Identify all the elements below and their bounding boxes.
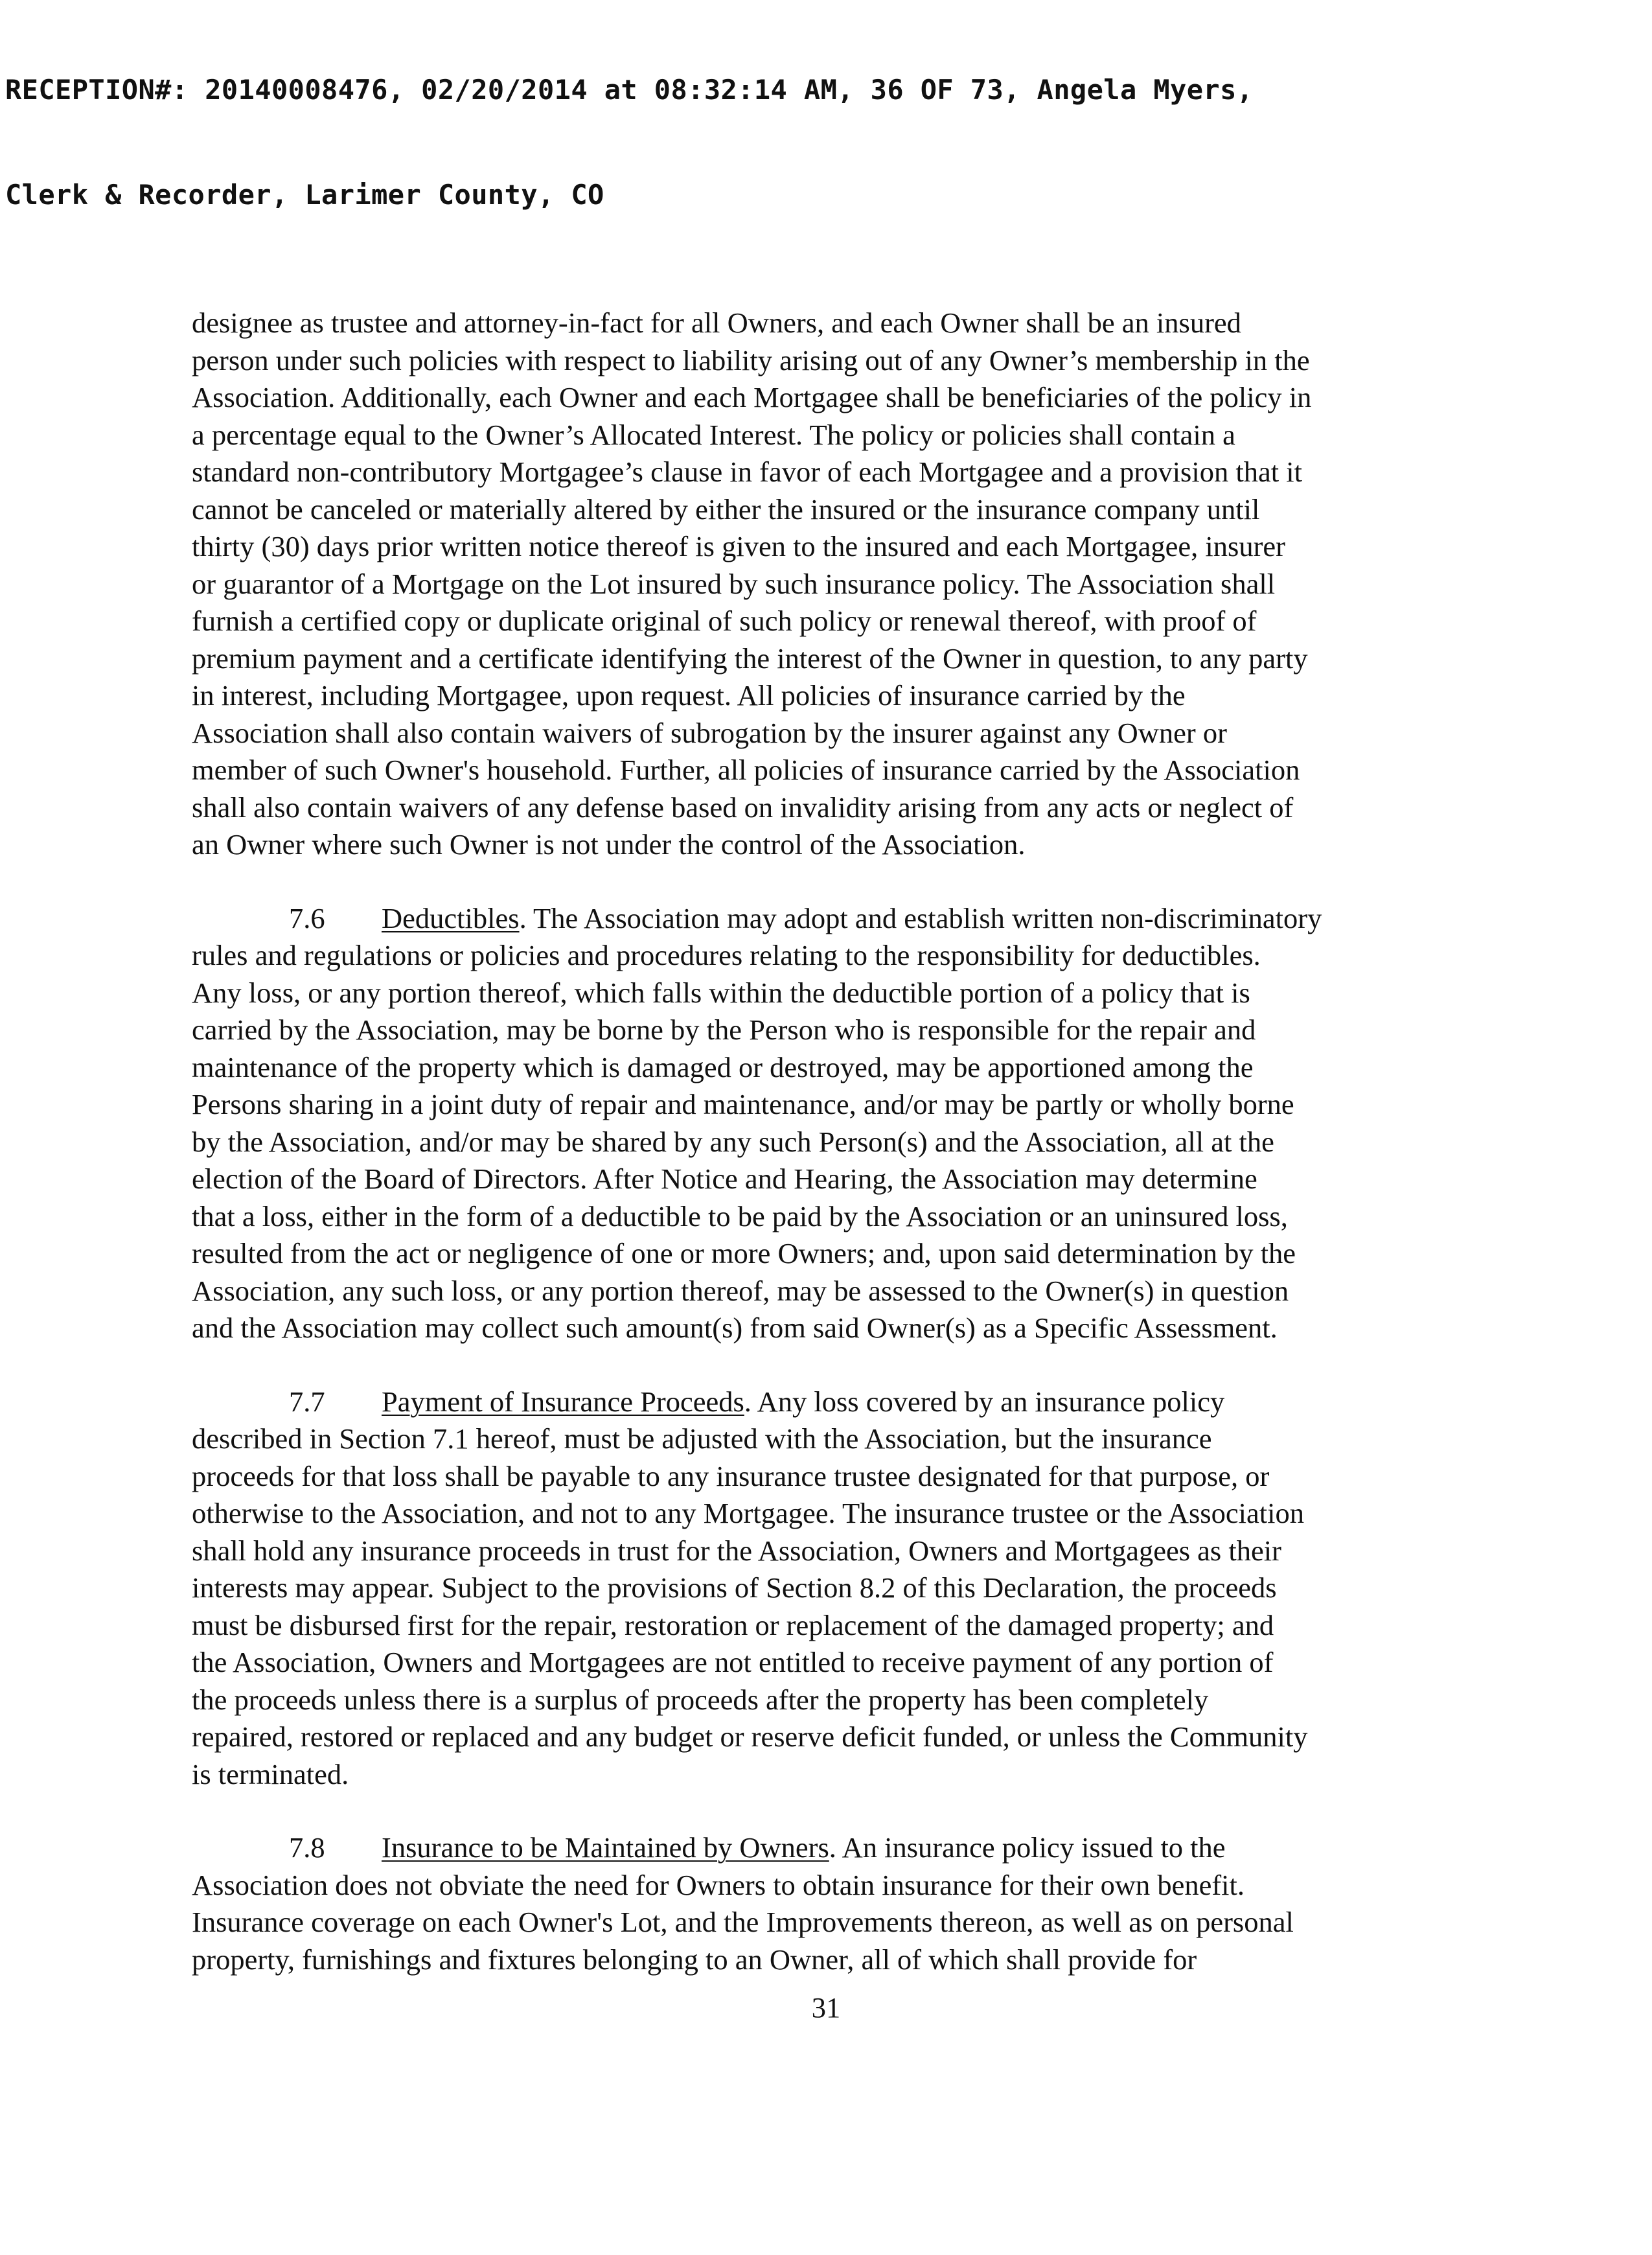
section-heading-line <box>192 1383 1462 1421</box>
text-line: Association does not obviate the need for Owners to obtain insurance for their own benefit. <box>192 1868 1245 1901</box>
text-line: . The Association may adopt and establish written non-discriminatory <box>519 901 1322 934</box>
text-line: an Owner where such Owner is not under the control of the Association. <box>192 828 1026 861</box>
text-line: cannot be canceled or materially altered by either the insured or the insurance company until <box>192 492 1260 526</box>
text-line: and the Association may collect such amount(s) from said Owner(s) as a Specific Assessment. <box>192 1312 1278 1344</box>
recording-stamp-line-2: Clerk & Recorder, Larimer County, CO <box>5 179 604 211</box>
section-7-7 <box>192 1383 1462 1794</box>
recording-stamp <box>5 3 1253 248</box>
text-line: Association. Additionally, each Owner and each Mortgagee shall be beneficiaries of the policy in <box>192 381 1312 413</box>
section-title: Deductibles <box>382 901 520 934</box>
section-heading-line <box>192 1829 1462 1867</box>
section-number: 7.7 <box>289 1385 325 1418</box>
text-line: furnish a certified copy or duplicate original of such policy or renewal thereof, with proof of <box>192 605 1257 637</box>
section-heading-line <box>192 900 1462 938</box>
text-line: standard non-contributory Mortgagee’s clause in favor of each Mortgagee and a provision that it <box>192 456 1302 488</box>
text-line: election of the Board of Directors. After Notice and Hearing, the Association may determine <box>192 1162 1257 1195</box>
text-line: or guarantor of a Mortgage on the Lot insured by such insurance policy. The Association shall <box>192 567 1276 600</box>
paragraph-continuation <box>192 305 1462 864</box>
section-7-6 <box>192 900 1462 1347</box>
recording-stamp-line-1: RECEPTION#: 20140008476, 02/20/2014 at 08:32:14 AM, 36 OF 73, Angela Myers, <box>5 74 1254 106</box>
text-line: maintenance of the property which is damaged or destroyed, may be apportioned among the <box>192 1050 1254 1083</box>
text-line: is terminated. <box>192 1757 349 1790</box>
text-line: otherwise to the Association, and not to any Mortgagee. The insurance trustee or the Association <box>192 1497 1304 1529</box>
text-line: Insurance coverage on each Owner's Lot, and the Improvements thereon, as well as on personal <box>192 1906 1294 1938</box>
section-title: Payment of Insurance Proceeds <box>382 1385 744 1418</box>
text-line: proceeds for that loss shall be payable to any insurance trustee designated for that purpose, or <box>192 1459 1270 1492</box>
text-line: Association shall also contain waivers of subrogation by the insurer against any Owner or <box>192 716 1227 749</box>
section-7-8 <box>192 1829 1462 1978</box>
text-line: person under such policies with respect to liability arising out of any Owner’s membership in the <box>192 343 1310 376</box>
text-line: resulted from the act or negligence of one or more Owners; and, upon said determination by the <box>192 1237 1296 1269</box>
text-line: shall hold any insurance proceeds in trust for the Association, Owners and Mortgagees as their <box>192 1534 1281 1567</box>
document-body <box>192 305 1462 1978</box>
text-line: shall also contain waivers of any defense based on invalidity arising from any acts or neglect of <box>192 791 1294 824</box>
page-number: 31 <box>811 1991 841 2024</box>
text-line: . An insurance policy issued to the <box>829 1831 1226 1864</box>
text-line: interests may appear. Subject to the provisions of Section 8.2 of this Declaration, the proceeds <box>192 1571 1277 1604</box>
text-line: rules and regulations or policies and procedures relating to the responsibility for deductibles. <box>192 939 1261 971</box>
text-line: premium payment and a certificate identifying the interest of the Owner in question, to any party <box>192 642 1308 675</box>
text-line: must be disbursed first for the repair, restoration or replacement of the damaged property; and <box>192 1608 1274 1641</box>
text-line: designee as trustee and attorney-in-fact for all Owners, and each Owner shall be an insured <box>192 306 1241 339</box>
text-line: in interest, including Mortgagee, upon request. All policies of insurance carried by the <box>192 679 1186 711</box>
text-line: carried by the Association, may be borne by the Person who is responsible for the repair and <box>192 1013 1256 1046</box>
text-line: the Association, Owners and Mortgagees are not entitled to receive payment of any portion of <box>192 1646 1274 1678</box>
section-title: Insurance to be Maintained by Owners <box>382 1831 829 1864</box>
section-number: 7.6 <box>289 901 325 934</box>
text-line: thirty (30) days prior written notice thereof is given to the insured and each Mortgagee, insurer <box>192 530 1286 562</box>
text-line: property, furnishings and fixtures belonging to an Owner, all of which shall provide for <box>192 1943 1197 1976</box>
text-line: Any loss, or any portion thereof, which falls within the deductible portion of a policy that is <box>192 976 1250 1009</box>
text-line: the proceeds unless there is a surplus of proceeds after the property has been completely <box>192 1683 1209 1716</box>
text-line: that a loss, either in the form of a deductible to be paid by the Association or an uninsured loss, <box>192 1199 1288 1232</box>
text-line: Persons sharing in a joint duty of repair and maintenance, and/or may be partly or wholly borne <box>192 1088 1294 1120</box>
text-line: member of such Owner's household. Further, all policies of insurance carried by the Association <box>192 754 1300 786</box>
text-line: a percentage equal to the Owner’s Allocated Interest. The policy or policies shall contain a <box>192 418 1235 451</box>
text-line: by the Association, and/or may be shared by any such Person(s) and the Association, all at the <box>192 1125 1274 1158</box>
text-line: described in Section 7.1 hereof, must be adjusted with the Association, but the insurance <box>192 1422 1212 1455</box>
text-line: repaired, restored or replaced and any budget or reserve deficit funded, or unless the Community <box>192 1720 1308 1753</box>
text-line: Association, any such loss, or any portion thereof, may be assessed to the Owner(s) in question <box>192 1274 1289 1307</box>
text-line: . Any loss covered by an insurance policy <box>744 1385 1225 1418</box>
section-number: 7.8 <box>289 1831 325 1864</box>
